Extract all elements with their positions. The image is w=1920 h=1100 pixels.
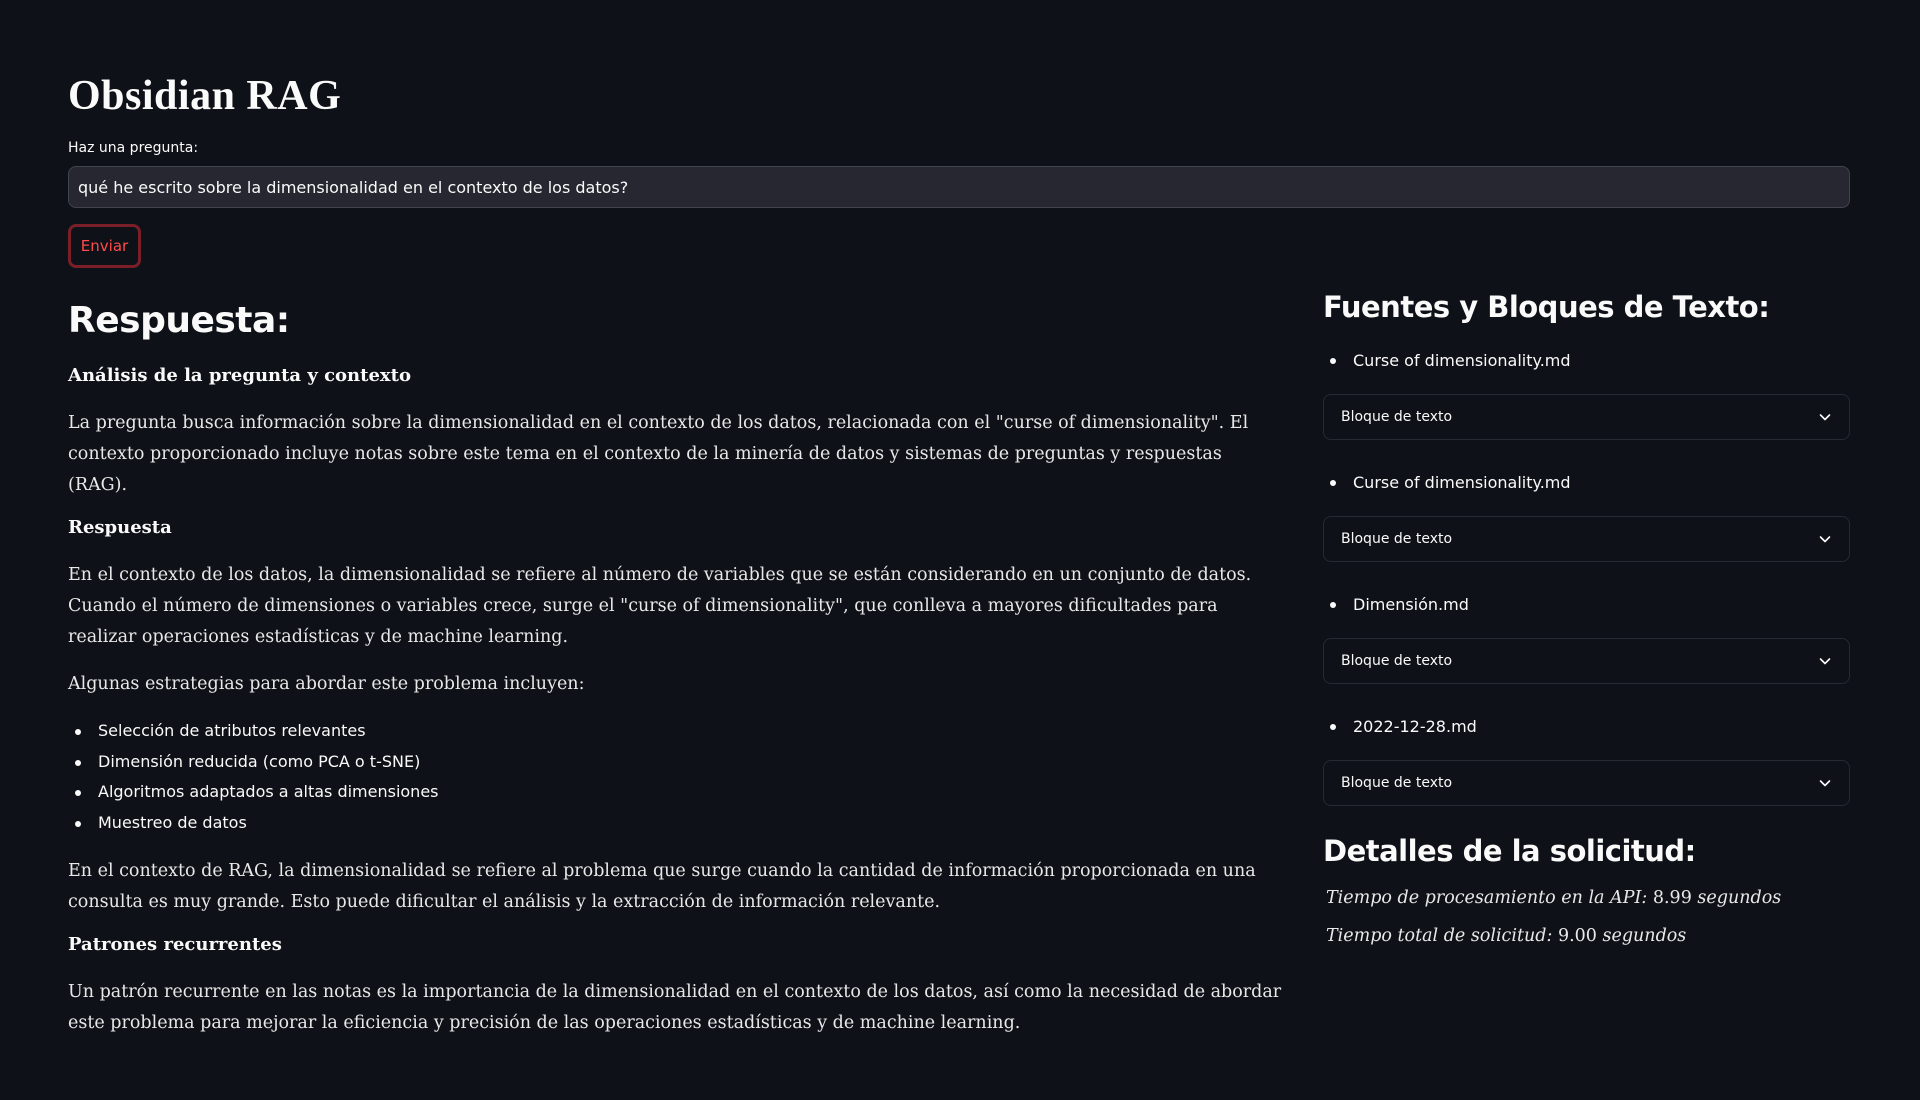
section-title-answer: Respuesta <box>68 517 172 538</box>
text-block-expander[interactable] <box>1323 516 1850 562</box>
details-heading: Detalles de la solicitud: <box>1323 834 1696 868</box>
chevron-down-icon <box>1817 409 1833 425</box>
list-item: Algoritmos adaptados a altas dimensiones <box>68 777 1283 808</box>
sources-heading: Fuentes y Bloques de Texto: <box>1323 290 1770 324</box>
source-item <box>1323 712 1850 806</box>
text-block-expander[interactable] <box>1323 394 1850 440</box>
patterns-paragraph: Un patrón recurrente en las notas es la importancia de la dimensionalidad en el contexto de los datos, así como la necesidad de abordar este problema para mejorar la eficiencia y precisión de las operaciones estadísticas y de machine learning. <box>68 982 1282 1033</box>
chevron-down-icon <box>1817 653 1833 669</box>
strategies-intro: Algunas estrategias para abordar este problema incluyen: <box>68 674 585 694</box>
source-file-name: Curse of dimensionality.md <box>1323 468 1850 498</box>
expander-label: Bloque de texto <box>1341 531 1453 547</box>
source-item <box>1323 346 1850 440</box>
chevron-down-icon <box>1817 775 1833 791</box>
section-title-patterns: Patrones recurrentes <box>68 934 282 955</box>
expander-label: Bloque de texto <box>1341 409 1453 425</box>
total-time-value: 9.00 <box>1557 926 1597 946</box>
answer-paragraph: En el contexto de los datos, la dimensionalidad se refiere al número de variables que se están considerando en un conjunto de datos. Cuando el número de dimensiones o variables crece, surge el "curse of dimensionality", que conlleva a mayores dificultades para realizar operaciones estadísticas y de machine learning. <box>68 565 1252 647</box>
section-title-analysis: Análisis de la pregunta y contexto <box>68 365 411 386</box>
api-time-unit: segundos <box>1697 888 1782 908</box>
chevron-down-icon <box>1817 531 1833 547</box>
answer-heading: Respuesta: <box>68 300 290 341</box>
source-item <box>1323 590 1850 684</box>
expander-label: Bloque de texto <box>1341 653 1453 669</box>
source-file-name: Curse of dimensionality.md <box>1323 346 1850 376</box>
question-input[interactable] <box>68 166 1850 208</box>
source-file-name: 2022-12-28.md <box>1323 712 1850 742</box>
list-item: Selección de atributos relevantes <box>68 716 1283 747</box>
api-time-value: 8.99 <box>1652 888 1692 908</box>
list-item: Dimensión reducida (como PCA o t-SNE) <box>68 747 1283 778</box>
source-item <box>1323 468 1850 562</box>
app-title: Obsidian RAG <box>68 73 342 119</box>
api-time-label: Tiempo de procesamiento en la API: <box>1326 888 1648 908</box>
total-time-label: Tiempo total de solicitud: <box>1326 926 1553 946</box>
analysis-paragraph: La pregunta busca información sobre la dimensionalidad en el contexto de los datos, relacionada con el "curse of dimensionality". El contexto proporcionado incluye notas sobre este tema en el contexto de la minería de datos y sistemas de preguntas y respuestas (RAG). <box>68 413 1249 495</box>
send-button[interactable]: Enviar <box>68 224 141 268</box>
total-time-unit: segundos <box>1602 926 1687 946</box>
total-time-line <box>1323 926 1850 946</box>
rag-paragraph: En el contexto de RAG, la dimensionalidad se refiere al problema que surge cuando la cantidad de información proporcionada en una consulta es muy grande. Esto puede dificultar el análisis y la extracción de información relevante. <box>68 861 1256 912</box>
text-block-expander[interactable] <box>1323 760 1850 806</box>
strategies-list <box>68 716 1283 838</box>
text-block-expander[interactable] <box>1323 638 1850 684</box>
source-file-name: Dimensión.md <box>1323 590 1850 620</box>
api-time-line <box>1323 888 1850 908</box>
answer-section <box>68 300 1283 1055</box>
sources-section <box>1323 290 1850 964</box>
list-item: Muestreo de datos <box>68 808 1283 839</box>
question-label: Haz una pregunta: <box>68 140 199 156</box>
expander-label: Bloque de texto <box>1341 775 1453 791</box>
